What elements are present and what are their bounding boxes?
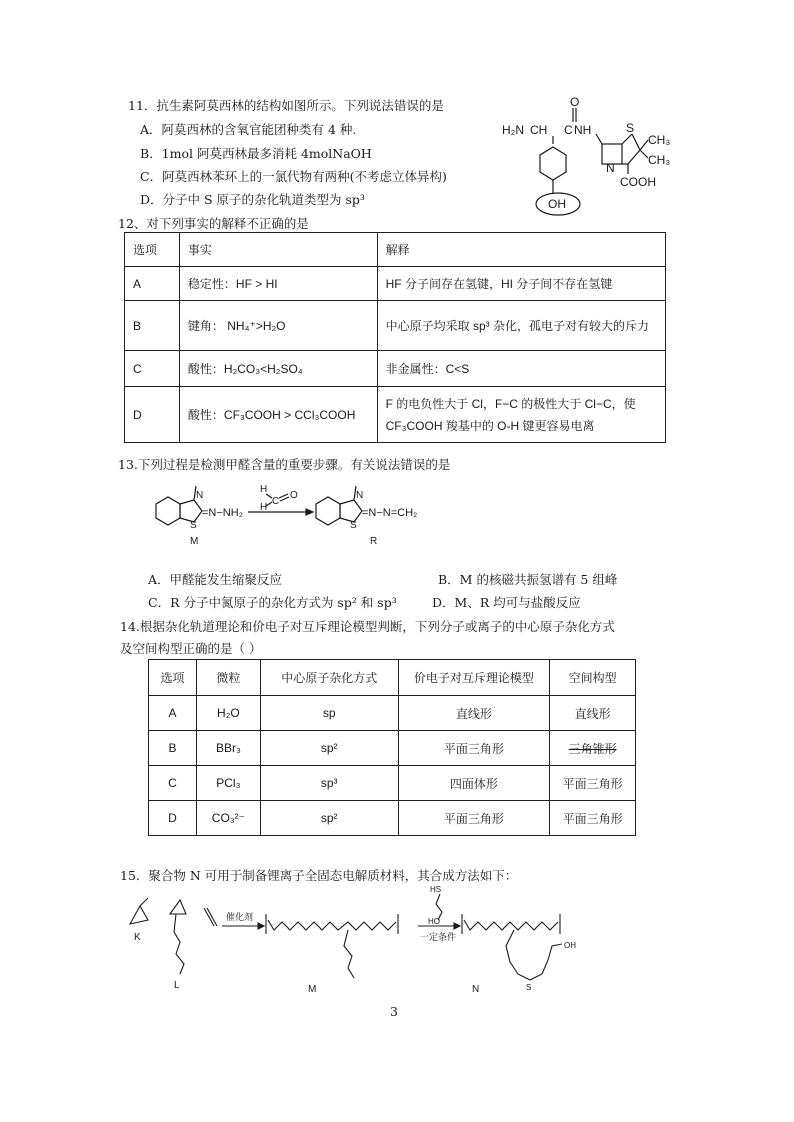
q14-stem-line2: 及空间构型正确的是（ ） xyxy=(120,641,262,656)
q13-label-r: R xyxy=(370,536,378,547)
polymer-synthesis-scheme xyxy=(118,884,598,996)
q14-row-shape: 平面三角形 xyxy=(550,801,636,836)
q13-m-group: =N−NH₂ xyxy=(202,507,243,519)
formaldehyde-reaction-scheme xyxy=(140,478,470,548)
q13-ald-o: O xyxy=(290,490,298,501)
q12-header-option: 选项 xyxy=(125,233,180,267)
q15-ho: HO xyxy=(428,917,440,926)
q12-header-fact: 事实 xyxy=(179,233,377,267)
q15-label-n: N xyxy=(472,984,480,995)
q13-r-group: =N−N=CH₂ xyxy=(362,507,418,519)
q12-row-explanation: HF 分子间存在氢键，HI 分子间不存在氢键 xyxy=(377,267,665,301)
q11-option-d: D．分子中 S 原子的杂化轨道类型为 sp³ xyxy=(140,192,365,207)
q11-n: N xyxy=(606,161,615,175)
q14-header-particle: 微粒 xyxy=(196,660,260,696)
q14-header-shape: 空间构型 xyxy=(550,660,636,696)
q11-s: S xyxy=(626,121,635,135)
q12-stem: 12、对下列事实的解释不正确的是 xyxy=(118,216,309,231)
q13-m-s: S xyxy=(190,520,197,531)
q14-row-option: B xyxy=(149,731,197,766)
q14-table xyxy=(148,659,636,836)
q11-ch3-a: CH₃ xyxy=(648,133,671,147)
q11-option-c: C．阿莫西林苯环上的一氯代物有两种(不考虑立体异构) xyxy=(140,169,447,184)
q14-row-vsepr: 平面三角形 xyxy=(398,731,550,766)
q14-row-particle: BBr₃ xyxy=(196,731,260,766)
q13-option-a: A．甲醛能发生缩聚反应 xyxy=(148,572,283,587)
q13-ald-c: C xyxy=(272,496,280,507)
q14-row-d xyxy=(149,801,636,836)
q12-row-option: B xyxy=(125,301,180,351)
q13-option-c: C．R 分子中氮原子的杂化方式为 sp² 和 sp³ xyxy=(148,595,397,610)
q12-row-option: C xyxy=(125,351,180,387)
q12-row-c xyxy=(125,351,666,387)
q14-header-row xyxy=(149,660,636,696)
q11-option-b: B．1mol 阿莫西林最多消耗 4molNaOH xyxy=(140,146,372,161)
q12-row-fact: 酸性：CF₃COOH > CCl₃COOH xyxy=(179,387,377,443)
q14-row-option: C xyxy=(149,766,197,801)
q11-option-a: A．阿莫西林的含氧官能团种类有 4 种. xyxy=(140,122,357,137)
page-number: 3 xyxy=(390,1004,398,1019)
q13-r-n: N xyxy=(356,490,364,501)
q13-m-n: N xyxy=(196,490,204,501)
q13-option-d: D．M、R 均可与盐酸反应 xyxy=(432,595,581,610)
q13-label-m: M xyxy=(190,536,199,547)
q15-oh: OH xyxy=(564,941,576,950)
q13-ald-h1: H xyxy=(260,484,268,495)
q12-row-b xyxy=(125,301,666,351)
q15-s: S xyxy=(526,983,532,992)
q14-stem-line1: 14.根据杂化轨道理论和价电子对互斥理论模型判断，下列分子或离子的中心原子杂化方式 xyxy=(120,619,615,634)
q12-row-fact: 酸性：H₂CO₃<H₂SO₄ xyxy=(179,351,377,387)
q14-row-hybridization: sp² xyxy=(260,731,398,766)
q14-row-vsepr: 四面体形 xyxy=(398,766,550,801)
q14-row-option: A xyxy=(149,696,197,731)
q14-row-particle: H₂O xyxy=(196,696,260,731)
q14-row-b xyxy=(149,731,636,766)
q14-row-shape: 直线形 xyxy=(550,696,636,731)
q15-condition: 一定条件 xyxy=(420,932,457,942)
q14-row-vsepr: 平面三角形 xyxy=(398,801,550,836)
q11-ch3-b: CH₃ xyxy=(648,153,671,167)
q12-row-fact: 键角： NH₄⁺>H₂O xyxy=(179,301,377,351)
q14-header-hybridization: 中心原子杂化方式 xyxy=(260,660,398,696)
q14-row-hybridization: sp xyxy=(260,696,398,731)
q14-row-option: D xyxy=(149,801,197,836)
q12-row-explanation: 中心原子均采取 sp³ 杂化，孤电子对有较大的斥力 xyxy=(377,301,665,351)
q15-label-k: K xyxy=(134,932,141,943)
q13-option-b: B．M 的核磁共振氢谱有 5 组峰 xyxy=(438,572,618,587)
q15-hs: HS xyxy=(430,885,442,894)
q14-row-hybridization: sp² xyxy=(260,801,398,836)
q11-cooh: COOH xyxy=(620,175,656,189)
q11-ch: CH xyxy=(530,123,548,137)
q14-row-hybridization: sp³ xyxy=(260,766,398,801)
q11-oh: OH xyxy=(548,197,566,211)
q12-row-a xyxy=(125,267,666,301)
q12-table xyxy=(124,232,666,443)
q11-stem: 11．抗生素阿莫西林的结构如图所示。下列说法错误的是 xyxy=(128,98,444,113)
q11-carbonyl-o: O xyxy=(570,95,580,109)
q13-ald-h2: H xyxy=(260,502,268,513)
q12-row-d xyxy=(125,387,666,443)
q12-row-explanation: F 的电负性大于 Cl，F−C 的极性大于 Cl−C，使 CF₃COOH 羧基中的 O-H 键更容易电离 xyxy=(377,387,665,443)
amoxicillin-structure xyxy=(498,92,678,222)
q14-row-vsepr: 直线形 xyxy=(398,696,550,731)
q14-row-particle: PCl₃ xyxy=(196,766,260,801)
q15-label-m: M xyxy=(308,984,317,995)
q15-catalyst: 催化剂 xyxy=(226,912,254,922)
q14-row-particle: CO₃²⁻ xyxy=(196,801,260,836)
q15-label-l: L xyxy=(174,980,180,991)
q14-row-shape: 三角锥形 xyxy=(550,731,636,766)
q12-header-explanation: 解释 xyxy=(377,233,665,267)
q12-row-option: A xyxy=(125,267,180,301)
q13-r-s: S xyxy=(350,520,357,531)
q13-stem: 13.下列过程是检测甲醛含量的重要步骤。有关说法错误的是 xyxy=(118,457,451,472)
q14-row-a xyxy=(149,696,636,731)
q12-row-option: D xyxy=(125,387,180,443)
q14-header-vsepr: 价电子对互斥理论模型 xyxy=(398,660,550,696)
q11-h2n: H₂N xyxy=(502,123,524,137)
q14-row-c xyxy=(149,766,636,801)
q12-row-fact: 稳定性：HF > HI xyxy=(179,267,377,301)
q12-row-explanation: 非金属性：C<S xyxy=(377,351,665,387)
q14-header-option: 选项 xyxy=(149,660,197,696)
q12-header-row xyxy=(125,233,666,267)
q14-row-shape: 平面三角形 xyxy=(550,766,636,801)
q11-nh: NH xyxy=(574,123,592,137)
q11-c: C xyxy=(564,123,573,137)
q15-stem: 15．聚合物 N 可用于制备锂离子全固态电解质材料，其合成方法如下： xyxy=(120,868,518,883)
